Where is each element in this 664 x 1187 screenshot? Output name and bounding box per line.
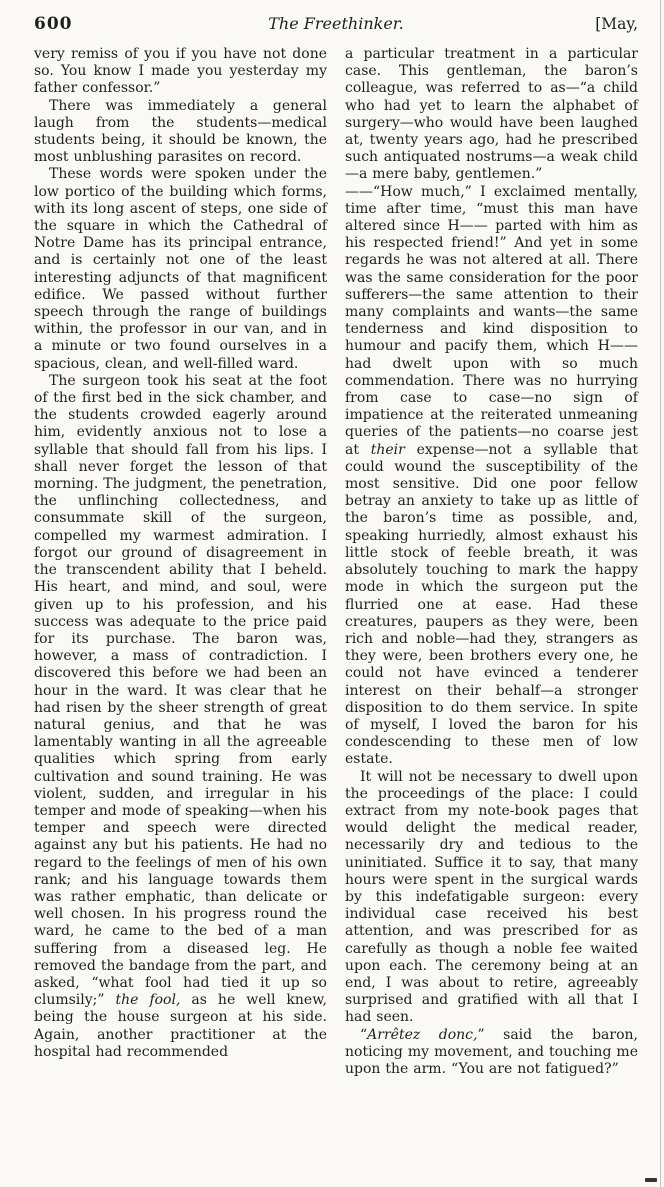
paragraph: It will not be necessary to dwell upon the proceedings of the place: I could extract from my note-book pages that would delight the medical reader, necessarily dry and tedious to the uninitiated. Suffice it to say, that many hours were spent in the surgical wards by this indefatigable surgeon: every individual case received his best attention, and was prescribed for as carefully as though a noble fee waited upon each. The ceremony being at an end, I was about to retire, agreeably surprised and gratified with all that I had seen.: [345, 768, 638, 1026]
paragraph: ——“How much,” I exclaimed mentally, time after time, “must this man have altered since H—— parted with him as his respected friend!” And yet in some regards he was not altered at all. There was the same consideration for the poor sufferers—the same attention to their many complaints and wants—the same tenderness and kind disposition to humour and pacify them, which H—— had dwelt upon with so much commendation. There was no hurrying from case to case—no sign of impatience at the reiterated unmeaning queries of the patients—no coarse jest at their expense—not a syllable that could wound the susceptibility of the most sensitive. Did one poor fellow betray an anxiety to take up as little of the baron’s time as possible, and, speaking hurriedly, almost exhaust his little stock of feeble breath, it was absolutely touching to mark the happy mode in which the surgeon put the flurried one at ease. Had these creatures, paupers as they were, been rich and noble—had they, strangers as they were, been brothers every one, he could not have evinced a tenderer interest on their behalf—a stronger disposition to do them service. In spite of myself, I loved the baron for his condescending to these men of low estate.: [345, 183, 638, 768]
paragraph: very remiss of you if you have not done so. You know I made you yesterday my father confessor.”: [34, 46, 327, 97]
scan-artifact: [645, 1178, 657, 1182]
page-edge-line: [660, 0, 661, 1187]
journal-title: The Freethinker.: [268, 14, 404, 33]
page-number: 600: [34, 14, 73, 34]
paragraph: There was immediately a general laugh from the students—medical students being, it should be known, the most unblushing parasites on record.: [34, 97, 327, 166]
paragraph: The surgeon took his seat at the foot of the first bed in the sick chamber, and the students crowded eagerly around him, evidently anxious not to lose a syllable that should fall from his lips. I shall never forget the lesson of that morning. The judgment, the penetration, the unflinching collectedness, and consummate skill of the surgeon, compelled my warmest admiration. I forgot our ground of disagreement in the transcendent ability that I beheld. His heart, and mind, and soul, were given up to his profession, and his success was adequate to the price paid for its purchase. The baron was, however, a mass of contradiction. I discovered this before we had been an hour in the ward. It was clear that he had risen by the sheer strength of great natural genius, and that he was lamentably wanting in all the agreeable qualities which spring from early cultivation and sound training. He was violent, sudden, and irregular in his temper and mode of speaking—when his temper and speech were directed against any but his patients. He had no regard to the feelings of men of his own rank; and his language towards them was rather emphatic, than delicate or well chosen. In his progress round the ward, he came to the bed of a man suffering from a diseased leg. He removed the bandage from the part, and asked, “what fool had tied it up so clumsily;” the fool, as he well knew, being the house surgeon at his side. Again, another practitioner at the hospital had recommended: [34, 372, 327, 1060]
paragraph: a particular treatment in a particular case. This gentleman, the baron’s colleague, was referred to as—“a child who had yet to learn the alphabet of surgery—who would have been laughed at, twenty years ago, had he prescribed such antiquated nostrums—a weak child—a mere baby, gentlemen.”: [345, 46, 638, 183]
paragraph: “Arrêtez donc,” said the baron, noticing my movement, and touching me upon the arm. “You are not fatigued?”: [345, 1026, 638, 1077]
right-column: [345, 46, 638, 1078]
issue-date: [May,: [595, 15, 639, 33]
page-header: [34, 14, 638, 34]
left-column: [34, 46, 327, 1078]
paragraph: These words were spoken under the low portico of the building which forms, with its long ascent of steps, one side of the square in which the Cathedral of Notre Dame has its principal entrance, and is certainly not one of the least interesting adjuncts of that magnificent edifice. We passed without further speech through the range of buildings within, the professor in our van, and in a minute or two found ourselves in a spacious, clean, and well-filled ward.: [34, 166, 327, 372]
text-columns: [34, 46, 638, 1078]
